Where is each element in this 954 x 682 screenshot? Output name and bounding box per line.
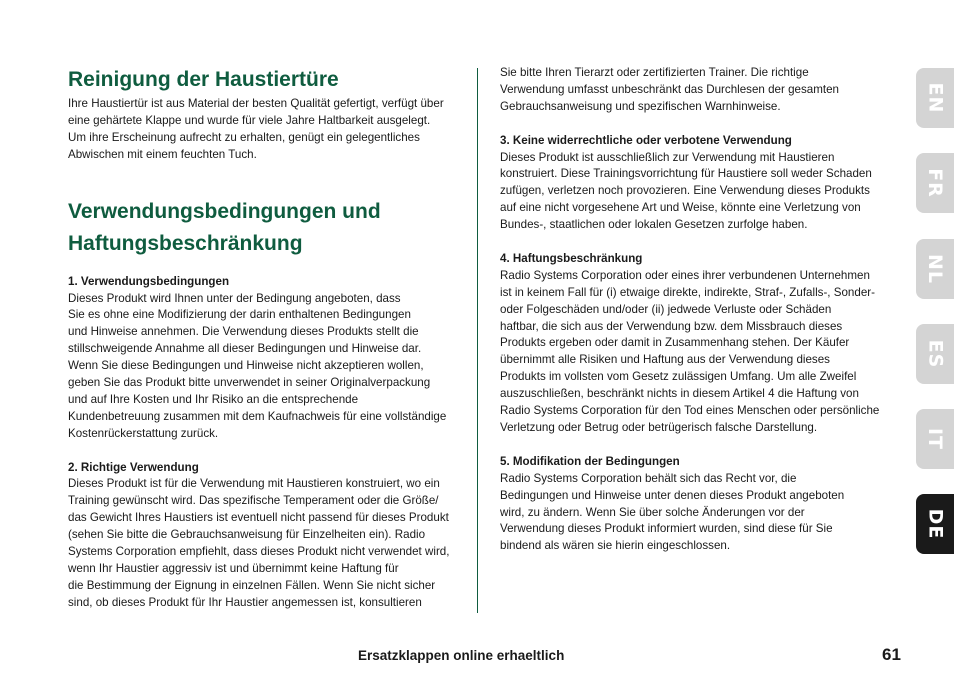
terms-title-line-2: Haftungsbeschränkung [68,231,303,255]
language-tab-label: NL [923,253,946,285]
text-line: Verwendung dieses Produkt informiert wurden, sind diese für Sie [500,522,833,536]
section-3-text [500,150,892,235]
language-tab-de[interactable] [916,494,954,554]
page-number: 61 [882,645,901,664]
section-2-heading: 2. Richtige Verwendung [68,460,199,474]
text-line: geben Sie das Produkt bitte unverwendet in seiner Originalverpackung [68,376,431,390]
text-line: Kostenrückerstattung zurück. [68,426,219,440]
text-line: stillschweigende Annahme all dieser Bedingungen und Hinweise dar. [68,342,422,356]
text-line: Sie bitte Ihren Tierarzt oder zertifizierten Trainer. Die richtige [500,66,809,79]
text-line: haftbar, die sich aus der Verwendung bzw. dem Missbrauch dieses [500,319,843,333]
text-line: (sehen Sie bitte die Gebrauchsanweisung für Einzelheiten ein). Radio [68,528,426,542]
text-line: ist in keinem Fall für (i) etwaige direkte, indirekte, Straf-, Zufalls-, Sonder- [500,285,875,299]
terms-title-line-1: Verwendungsbedingungen und [68,199,381,223]
language-tab-it[interactable] [916,409,954,469]
cleaning-paragraph [68,96,463,164]
text-line: Systems Corporation empfiehlt, dass dieses Produkt nicht verwendet wird, [68,545,450,559]
text-line: Ihre Haustiertür ist aus Material der besten Qualität gefertigt, verfügt über [68,97,444,110]
language-tab-en[interactable] [916,68,954,128]
text-line: Kundenbetreuung zusammen mit dem Kaufnachweis für eine vollständige [68,409,447,423]
text-line: wird, zu ändern. Wenn Sie über solche Änderungen vor der [500,505,805,519]
section-4-heading: 4. Haftungsbeschränkung [500,251,643,265]
text-line: Bundes-, staatlichen oder lokalen Gesetzen zurfolge haben. [500,218,808,232]
text-line: bindend als wären sie hierin eingeschlossen. [500,539,731,553]
text-line: Radio Systems Corporation oder eines ihrer verbundenen Unternehmen [500,268,870,282]
text-line: Radio Systems Corporation für den Tod eines Menschen oder persönliche [500,404,880,418]
text-line: sind, ob dieses Produkt für Ihr Haustier angemessen ist, konsultieren [68,595,422,609]
text-line: Dieses Produkt ist für die Verwendung mit Haustieren konstruiert, wo ein [68,477,440,491]
section-3-heading: 3. Keine widerrechtliche oder verbotene Verwendung [500,133,792,147]
text-line: Abwischen mit einem feuchten Tuch. [68,147,257,161]
language-tab-es[interactable] [916,324,954,384]
left-column [68,64,463,612]
text-line: und auf Ihre Kosten und Ihr Risiko an die entsprechende [68,392,359,406]
text-line: das Gewicht Ihres Haustiers ist eventuell nicht passend für dieses Produkt [68,511,449,525]
section-5-heading: 5. Modifikation der Bedingungen [500,454,680,468]
text-line: oder Folgeschäden und/oder (ii) jedwede Verluste oder Schäden [500,302,832,316]
text-line: auszuschließen, beschränkt nichts in diesem Artikel 4 die Haftung von [500,387,859,401]
text-line: Wenn Sie diese Bedingungen und Hinweise nicht akzeptieren wollen, [68,359,424,373]
text-line: Verwendung umfasst unbeschränkt das Durchlesen der gesamten [500,82,839,96]
text-line: Dieses Produkt ist ausschließlich zur Verwendung mit Haustieren [500,150,835,164]
text-line: eine gehärtete Klappe und wurde für viele Jahre Haltbarkeit ausgelegt. [68,113,431,127]
text-line: Produkts ergeben oder damit in Zusammenhang stehen. Der Käufer [500,336,850,350]
language-tab-fr[interactable] [916,153,954,213]
text-line: Sie es ohne eine Modifizierung der darin enthaltenen Bedingungen [68,308,411,322]
text-line: zufügen, verletzen noch provozieren. Eine Verwendung dieses Produkts [500,184,870,198]
section-5-text [500,471,892,556]
text-line: wenn Ihr Haustier aggressiv ist und übernimmt keine Haftung für [68,562,399,576]
section-1-heading: 1. Verwendungsbedingungen [68,274,230,288]
right-column [500,65,892,555]
footer-text: Ersatzklappen online erhaeltlich [358,648,565,663]
text-line: Bedingungen und Hinweise unter denen dieses Produkt angeboten [500,488,845,502]
cleaning-title: Reinigung der Haustiertüre [68,68,339,91]
section-2-text [68,476,463,611]
text-line: Dieses Produkt wird Ihnen unter der Bedingung angeboten, dass [68,291,401,305]
text-line: auf eine nicht vorgesehene Art und Weise, könnte eine Verletzung von [500,201,861,215]
language-tab-label: EN [923,82,946,114]
language-tab-label: FR [923,168,946,198]
language-tab-label: IT [924,427,946,451]
text-line: Um ihre Erscheinung aufrecht zu erhalten, genügt ein gelegentliches [68,130,420,144]
text-line: übernimmt alle Risiken und Haftung aus der Verwendung dieses [500,353,830,367]
text-line: Training gewünscht wird. Das spezifische Temperament oder die Größe/ [68,494,439,508]
text-line: konstruiert. Diese Trainingsvorrichtung für Haustiere soll weder Schaden [500,167,872,181]
text-line: die Bestimmung der Eignung in einzelnen Fällen. Wenn Sie nicht sicher [68,578,436,592]
language-tab-nl[interactable] [916,239,954,299]
terms-title [68,196,463,260]
section-1-text [68,291,463,443]
section-2-continued-text [500,65,892,116]
text-line: Produkts im vollsten vom Gesetz zulässigen Umfang. Um alle Zweifel [500,370,857,384]
language-tab-label: DE [923,508,946,540]
text-line: Verletzung oder Betrug oder betrügerisch falsche Darstellung. [500,421,818,434]
section-4-text [500,268,892,437]
language-tab-label: ES [923,339,946,369]
column-divider [477,68,478,613]
text-line: und Hinweise annehmen. Die Verwendung dieses Produkts stellt die [68,325,419,339]
text-line: Gebrauchsanweisung und spezifischen Warnhinweise. [500,99,781,113]
text-line: Radio Systems Corporation behält sich das Recht vor, die [500,471,797,485]
